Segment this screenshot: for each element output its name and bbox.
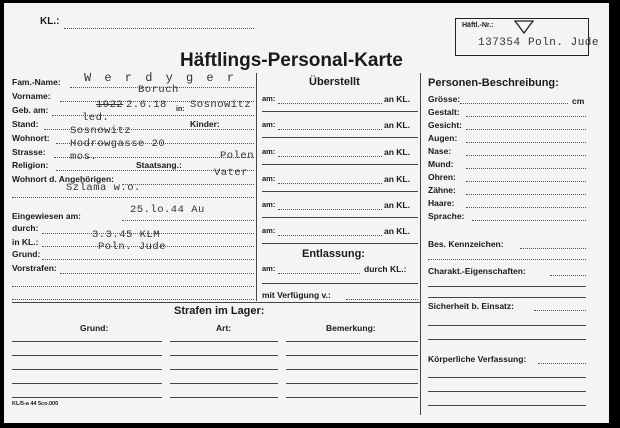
- strafen-row-line: [170, 355, 278, 356]
- verfassung-line-4: [428, 405, 586, 406]
- ueberstellt-am-line: [278, 103, 382, 104]
- in-kl-value: 3.3.45 KLM: [92, 229, 161, 241]
- charakt-line-2: [428, 286, 586, 287]
- sicherheit-line: [534, 310, 586, 311]
- strafen-row-line: [12, 397, 162, 398]
- kennzeichen-line: [520, 248, 586, 249]
- strasse-label: Strasse:: [12, 147, 46, 157]
- angehoerige-relation: Vater: [214, 167, 249, 179]
- ueberstellt-am-label: am:: [262, 226, 276, 235]
- grund-label: Grund:: [12, 249, 41, 259]
- ueberstellt-divider: [262, 137, 418, 138]
- eingewiesen-value: 25.lo.44 Au: [130, 204, 205, 216]
- prisoner-number-box: [455, 18, 600, 56]
- ueberstellt-an-kl-label: an KL.: [384, 200, 410, 210]
- strafen-row-line: [12, 369, 162, 370]
- verfassung-line-2: [428, 377, 586, 378]
- vorstrafen-line-2: [12, 286, 254, 287]
- charakt-line-3: [428, 297, 586, 298]
- gestalt-line: [466, 116, 586, 117]
- vorname-value: Boruch: [138, 84, 179, 96]
- strafen-row-line: [286, 341, 418, 342]
- angehoerige-name: Szlama w.o.: [66, 182, 141, 194]
- strafen-bemerkung-label: Bemerkung:: [326, 323, 376, 333]
- beschreibung-title: Personen-Beschreibung:: [428, 77, 559, 89]
- kinder-label: Kinder:: [190, 119, 220, 129]
- ueberstellt-am-line: [278, 156, 382, 157]
- prisoner-category: Poln. Jude: [528, 37, 600, 49]
- verfuegung-label: mit Verfügung v.:: [262, 290, 331, 300]
- ueberstellt-am-line: [278, 129, 382, 130]
- ueberstellt-divider: [262, 191, 418, 192]
- strafen-art-label: Art:: [216, 323, 232, 333]
- haare-label: Haare:: [428, 198, 455, 208]
- kl-line: [64, 28, 254, 29]
- ueberstellt-am-line: [278, 209, 382, 210]
- verfassung-line-3: [428, 391, 586, 392]
- strafen-title: Strafen im Lager:: [174, 305, 265, 317]
- ueberstellt-title: Überstellt: [309, 76, 360, 88]
- geb-place-value: Sosnowitz: [190, 99, 252, 111]
- fam-name-label: Fam.-Name:: [12, 77, 61, 87]
- strafen-row-line: [170, 369, 278, 370]
- entlassung-title: Entlassung:: [302, 248, 365, 260]
- ueberstellt-am-label: am:: [262, 174, 276, 183]
- staatsang-label: Staatsang.:: [136, 160, 182, 170]
- print-code: KL/5-a 44 5co.000: [12, 401, 59, 407]
- durch-label: durch:: [12, 223, 39, 233]
- gestalt-label: Gestalt:: [428, 107, 460, 117]
- ueberstellt-an-kl-label: an KL.: [384, 120, 410, 130]
- entlassung-am-label: am:: [262, 264, 276, 273]
- entlassung-divider: [262, 283, 418, 284]
- augen-label: Augen:: [428, 133, 458, 143]
- strafen-row-line: [12, 355, 162, 356]
- sprache-label: Sprache:: [428, 211, 465, 221]
- strafen-row-line: [170, 397, 278, 398]
- divider-left: [256, 73, 257, 301]
- ueberstellt-an-kl-label: an KL.: [384, 226, 410, 236]
- sicherheit-line-2: [428, 325, 586, 326]
- groesse-line: [460, 103, 568, 104]
- verfassung-line: [538, 363, 586, 364]
- eingewiesen-line: [122, 220, 254, 221]
- charakt-line: [550, 275, 586, 276]
- groesse-label: Grösse:: [428, 94, 461, 104]
- angehoerige-label: Wohnort d. Angehörigen:: [12, 174, 114, 184]
- entlassung-am-line: [278, 273, 360, 274]
- ueberstellt-am-label: am:: [262, 94, 276, 103]
- augen-line: [466, 142, 586, 143]
- strafen-row-line: [286, 355, 418, 356]
- strafen-row-line: [12, 341, 162, 342]
- nase-label: Nase:: [428, 146, 452, 156]
- geb-struck-value: 1922: [96, 99, 124, 111]
- cm-unit-label: cm: [572, 96, 585, 106]
- ueberstellt-am-label: am:: [262, 120, 276, 129]
- strasse-country-value: Polen: [220, 150, 255, 162]
- stand-label: Stand:: [12, 119, 39, 129]
- sicherheit-line-3: [428, 339, 586, 340]
- wohnort-value: Sosnowitz: [70, 125, 132, 137]
- ueberstellt-an-kl-label: an KL.: [384, 94, 410, 104]
- entlassung-durch-label: durch KL.:: [364, 264, 407, 274]
- vorstrafen-label: Vorstrafen:: [12, 263, 57, 273]
- religion-label: Religion:: [12, 160, 49, 170]
- ueberstellt-divider: [262, 111, 418, 112]
- strafen-row-line: [170, 341, 278, 342]
- strafen-row-line: [12, 383, 162, 384]
- personal-card: [4, 3, 609, 423]
- ueberstellt-an-kl-label: an KL.: [384, 147, 410, 157]
- sprache-line: [472, 220, 586, 221]
- verfassung-label: Körperliche Verfassung:: [428, 354, 527, 364]
- zaehne-line: [466, 194, 586, 195]
- vorstrafen-line-3: [12, 299, 254, 300]
- kennzeichen-label: Bes. Kennzeichen:: [428, 239, 504, 249]
- strafen-row-line: [286, 369, 418, 370]
- kl-label: KL.:: [40, 16, 60, 27]
- ueberstellt-divider: [262, 243, 418, 244]
- zaehne-label: Zähne:: [428, 185, 456, 195]
- ueberstellt-am-line: [278, 183, 382, 184]
- gesicht-line: [466, 129, 586, 130]
- strafen-row-line: [286, 397, 418, 398]
- strafen-row-line: [286, 383, 418, 384]
- divider-right: [420, 73, 421, 415]
- ueberstellt-am-label: am:: [262, 147, 276, 156]
- geb-date-value: 2.6.18: [126, 99, 167, 111]
- haeftl-nr-value: 137354: [478, 37, 521, 49]
- haeftl-nr-label: Häftl.-Nr.:: [462, 22, 494, 29]
- strafen-grund-label: Grund:: [80, 323, 109, 333]
- gesicht-label: Gesicht:: [428, 120, 463, 130]
- in-kl-label: in KL.:: [12, 237, 39, 247]
- ueberstellt-divider: [262, 217, 418, 218]
- kennzeichen-line-2: [428, 259, 586, 260]
- religion-value: mos.: [70, 151, 98, 163]
- ueberstellt-am-line: [278, 235, 382, 236]
- grund-line: [42, 259, 254, 260]
- geb-in-label: in:: [176, 106, 185, 113]
- geb-label: Geb. am:: [12, 105, 49, 115]
- angehoerige-line-1: [122, 184, 254, 185]
- haare-line: [466, 207, 586, 208]
- sicherheit-label: Sicherheit b. Einsatz:: [428, 301, 514, 311]
- eingewiesen-label: Eingewiesen am:: [12, 211, 81, 221]
- mund-label: Mund:: [428, 159, 454, 169]
- grund-value: Poln. Jude: [98, 241, 167, 253]
- wohnort-label: Wohnort:: [12, 133, 50, 143]
- ueberstellt-divider: [262, 164, 418, 165]
- vorname-label: Vorname:: [12, 91, 51, 101]
- triangle-badge-icon: [514, 20, 534, 34]
- angehoerige-line-2: [12, 197, 254, 198]
- mund-line: [466, 168, 586, 169]
- verfuegung-line: [346, 299, 418, 300]
- ohren-line: [466, 181, 586, 182]
- fam-name-value: W e r d y g e r: [84, 71, 238, 85]
- strasse-value: Hodrowgasse 20: [70, 138, 166, 150]
- strafen-row-line: [170, 383, 278, 384]
- stand-value: led.: [82, 112, 110, 124]
- ohren-label: Ohren:: [428, 172, 456, 182]
- card-title: Häftlings-Personal-Karte: [180, 50, 403, 71]
- ueberstellt-an-kl-label: an KL.: [384, 174, 410, 184]
- vorstrafen-line-1: [60, 273, 254, 274]
- nase-line: [466, 155, 586, 156]
- ueberstellt-am-label: am:: [262, 200, 276, 209]
- strafen-top-rule: [12, 302, 420, 303]
- charakt-label: Charakt.-Eigenschaften:: [428, 266, 526, 276]
